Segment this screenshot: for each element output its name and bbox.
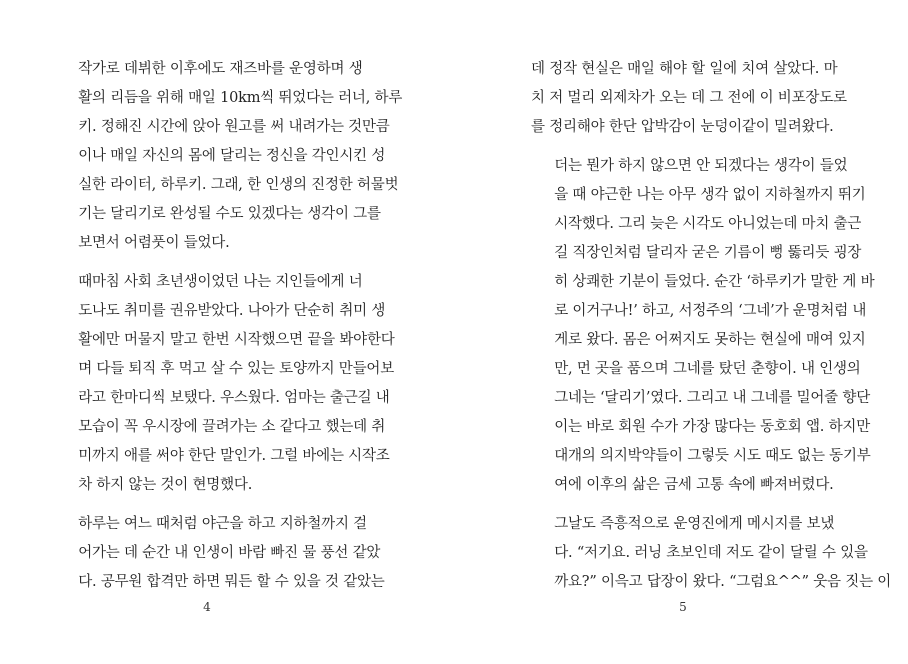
page-number: 4 — [203, 600, 211, 614]
text-line: 다. “저기요. 러닝 초보인데 저도 같이 달릴 수 있을 — [554, 545, 868, 561]
text-line: 를 정리해야 한단 압박감이 눈덩이같이 밀려왔다. — [531, 119, 834, 135]
text-line: 모습이 꼭 우시장에 끌려가는 소 같다고 했는데 취 — [78, 419, 386, 435]
text-line: 로 이거구나!’ 하고, 서정주의 ‘그네’가 운명처럼 내 — [554, 303, 867, 319]
text-line: 히 상쾌한 기분이 들었다. 순간 ‘하루키가 말한 게 바 — [554, 274, 875, 290]
text-line: 기는 달리기로 완성될 수도 있겠다는 생각이 그를 — [78, 206, 381, 222]
paragraph — [55, 268, 395, 500]
text-line: 때마침 사회 초년생이었던 나는 지인들에게 너 — [78, 274, 363, 290]
text-line: 하루는 여느 때처럼 야근을 하고 지하철까지 걸 — [78, 516, 367, 532]
text-line: 차 하지 않는 것이 현명했다. — [78, 477, 253, 493]
text-line: 보면서 어렴풋이 들었다. — [78, 235, 230, 251]
text-line: 을 때 야근한 나는 아무 생각 없이 지하철까지 뛰기 — [554, 187, 866, 203]
text-line: 여에 이후의 삶은 금세 고통 속에 빠져버렸다. — [554, 477, 834, 493]
text-line: 라고 한마디씩 보탰다. 우스웠다. 엄마는 출근길 내 — [78, 390, 390, 406]
left-page-text — [55, 55, 403, 607]
text-line: 이나 매일 자신의 몸에 달리는 정신을 각인시킨 성 — [78, 148, 386, 164]
text-line: 길 직장인처럼 달리자 굳은 기름이 뻥 뚫리듯 굉장 — [554, 245, 862, 261]
text-line: 도나도 취미를 권유받았다. 나아가 단순히 취미 생 — [78, 303, 386, 319]
text-line: 치 저 멀리 외제차가 오는 데 그 전에 이 비포장도로 — [531, 90, 847, 106]
text-line: 활에만 머물지 말고 한번 시작했으면 끝을 봐야한다 — [78, 332, 395, 348]
paragraph — [55, 55, 403, 258]
text-line: 키. 정해진 시간에 앉아 원고를 써 내려가는 것만큼 — [78, 119, 390, 135]
text-line: 만, 먼 곳을 품으며 그네를 탔던 춘향이. 내 인생의 — [554, 361, 861, 377]
text-line: 며 다들 퇴직 후 먹고 살 수 있는 토양까지 만들어보 — [78, 361, 395, 377]
paragraph — [531, 510, 892, 597]
text-line: 대개의 의지박약들이 그렇듯 시도 때도 없는 동기부 — [554, 448, 871, 464]
left-page — [0, 0, 450, 664]
text-line: 활의 리듬을 위해 매일 10km씩 뛰었다는 러너, 하루 — [78, 90, 403, 106]
text-line: 까요?” 이윽고 답장이 왔다. “그럼요^^” 웃음 짓는 이 — [554, 574, 892, 590]
text-line: 시작했다. 그리 늦은 시각도 아니었는데 마치 출근 — [554, 216, 862, 232]
text-line: 게로 왔다. 몸은 어쩌지도 못하는 현실에 매여 있지 — [554, 332, 866, 348]
right-page-text — [531, 55, 892, 607]
text-line: 미까지 애를 써야 한단 말인가. 그럴 바에는 시작조 — [78, 448, 390, 464]
paragraph — [55, 510, 385, 597]
text-line: 다. 공무원 합격만 하면 뭐든 할 수 있을 것 같았는 — [78, 574, 385, 590]
text-line: 작가로 데뷔한 이후에도 재즈바를 운영하며 생 — [78, 61, 363, 77]
page-number: 5 — [679, 600, 687, 614]
text-line: 더는 뭔가 하지 않으면 안 되겠다는 생각이 들었 — [554, 158, 848, 174]
text-line: 어가는 데 순간 내 인생이 바람 빠진 물 풍선 같았 — [78, 545, 381, 561]
text-line: 실한 라이터, 하루키. 그래, 한 인생의 진정한 허물벗 — [78, 177, 399, 193]
right-page — [450, 0, 900, 664]
text-line: 그날도 즉흥적으로 운영진에게 메시지를 보냈 — [554, 516, 835, 532]
paragraph — [531, 55, 855, 142]
text-line: 이는 바로 회원 수가 가장 많다는 동호회 앱. 하지만 — [554, 419, 871, 435]
text-line: 그네는 ‘달리기’였다. 그리고 내 그네를 밀어줄 향단 — [554, 390, 871, 406]
paragraph — [531, 152, 875, 500]
text-line: 데 정작 현실은 매일 해야 할 일에 치여 살았다. 마 — [531, 61, 838, 77]
